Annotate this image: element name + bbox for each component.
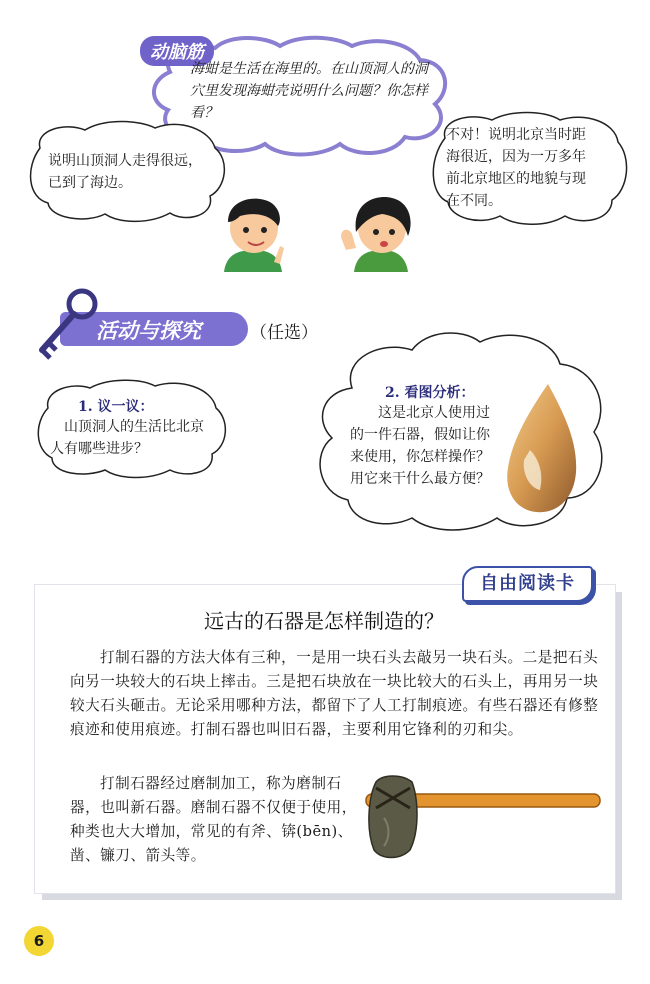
task1-text: 山顶洞人的生活比北京人有哪些进步？ [50, 419, 204, 457]
task2-title: 2. 看图分析： [385, 385, 475, 401]
girl-speech-text: 不对！说明北京当时距海很近，因为一万多年前北京地区的地貌与现在不同。 [446, 127, 586, 209]
activity-banner-label: 活动与探究 [96, 319, 201, 343]
stone-axe-image [362, 768, 602, 864]
girl-illustration [336, 192, 420, 274]
brain-teaser-badge: 动脑筋 [140, 36, 214, 66]
boy-illustration [214, 192, 294, 276]
brain-teaser-question: 海蚶是生活在海里的。在山顶洞人的洞穴里发现海蚶壳说明什么问题？你怎样看？ [190, 61, 428, 121]
page-number: 6 [24, 926, 54, 956]
activity-optional-label: （任选） [250, 323, 318, 343]
task1-title: 1. 议一议： [78, 399, 154, 415]
boy-speech-text: 说明山顶洞人走得很远，已到了海边。 [48, 153, 202, 191]
stone-tool-image [500, 380, 582, 520]
reading-card-label: 自由阅读卡 [480, 573, 575, 594]
key-icon [30, 286, 102, 362]
reading-card-paragraph-2: 打制石器经过磨制加工，称为磨制石器，也叫新石器。磨制石器不仅便于使用，种类也大大增加，常见的有斧、锛(bēn)、凿、镰刀、箭头等。 [70, 775, 357, 864]
task2-text: 这是北京人使用过的一件石器，假如让你来使用，你怎样操作？用它来干什么最方便？ [350, 405, 490, 487]
reading-card-paragraph-1: 打制石器的方法大体有三种，一是用一块石头去敲另一块石头。二是把石头向另一块较大的石块上摔击。三是把石块放在一块比较大的石头上，再用另一块较大石头砸击。无论采用哪种方法，都留下了人工打制痕迹。有些石器还有修整痕迹和使用痕迹。打制石器也叫旧石器，主要利用它锋利的刃和尖。 [70, 649, 599, 738]
reading-card-title: 远古的石器是怎样制造的？ [204, 609, 444, 633]
reading-card-label-box [462, 566, 593, 602]
